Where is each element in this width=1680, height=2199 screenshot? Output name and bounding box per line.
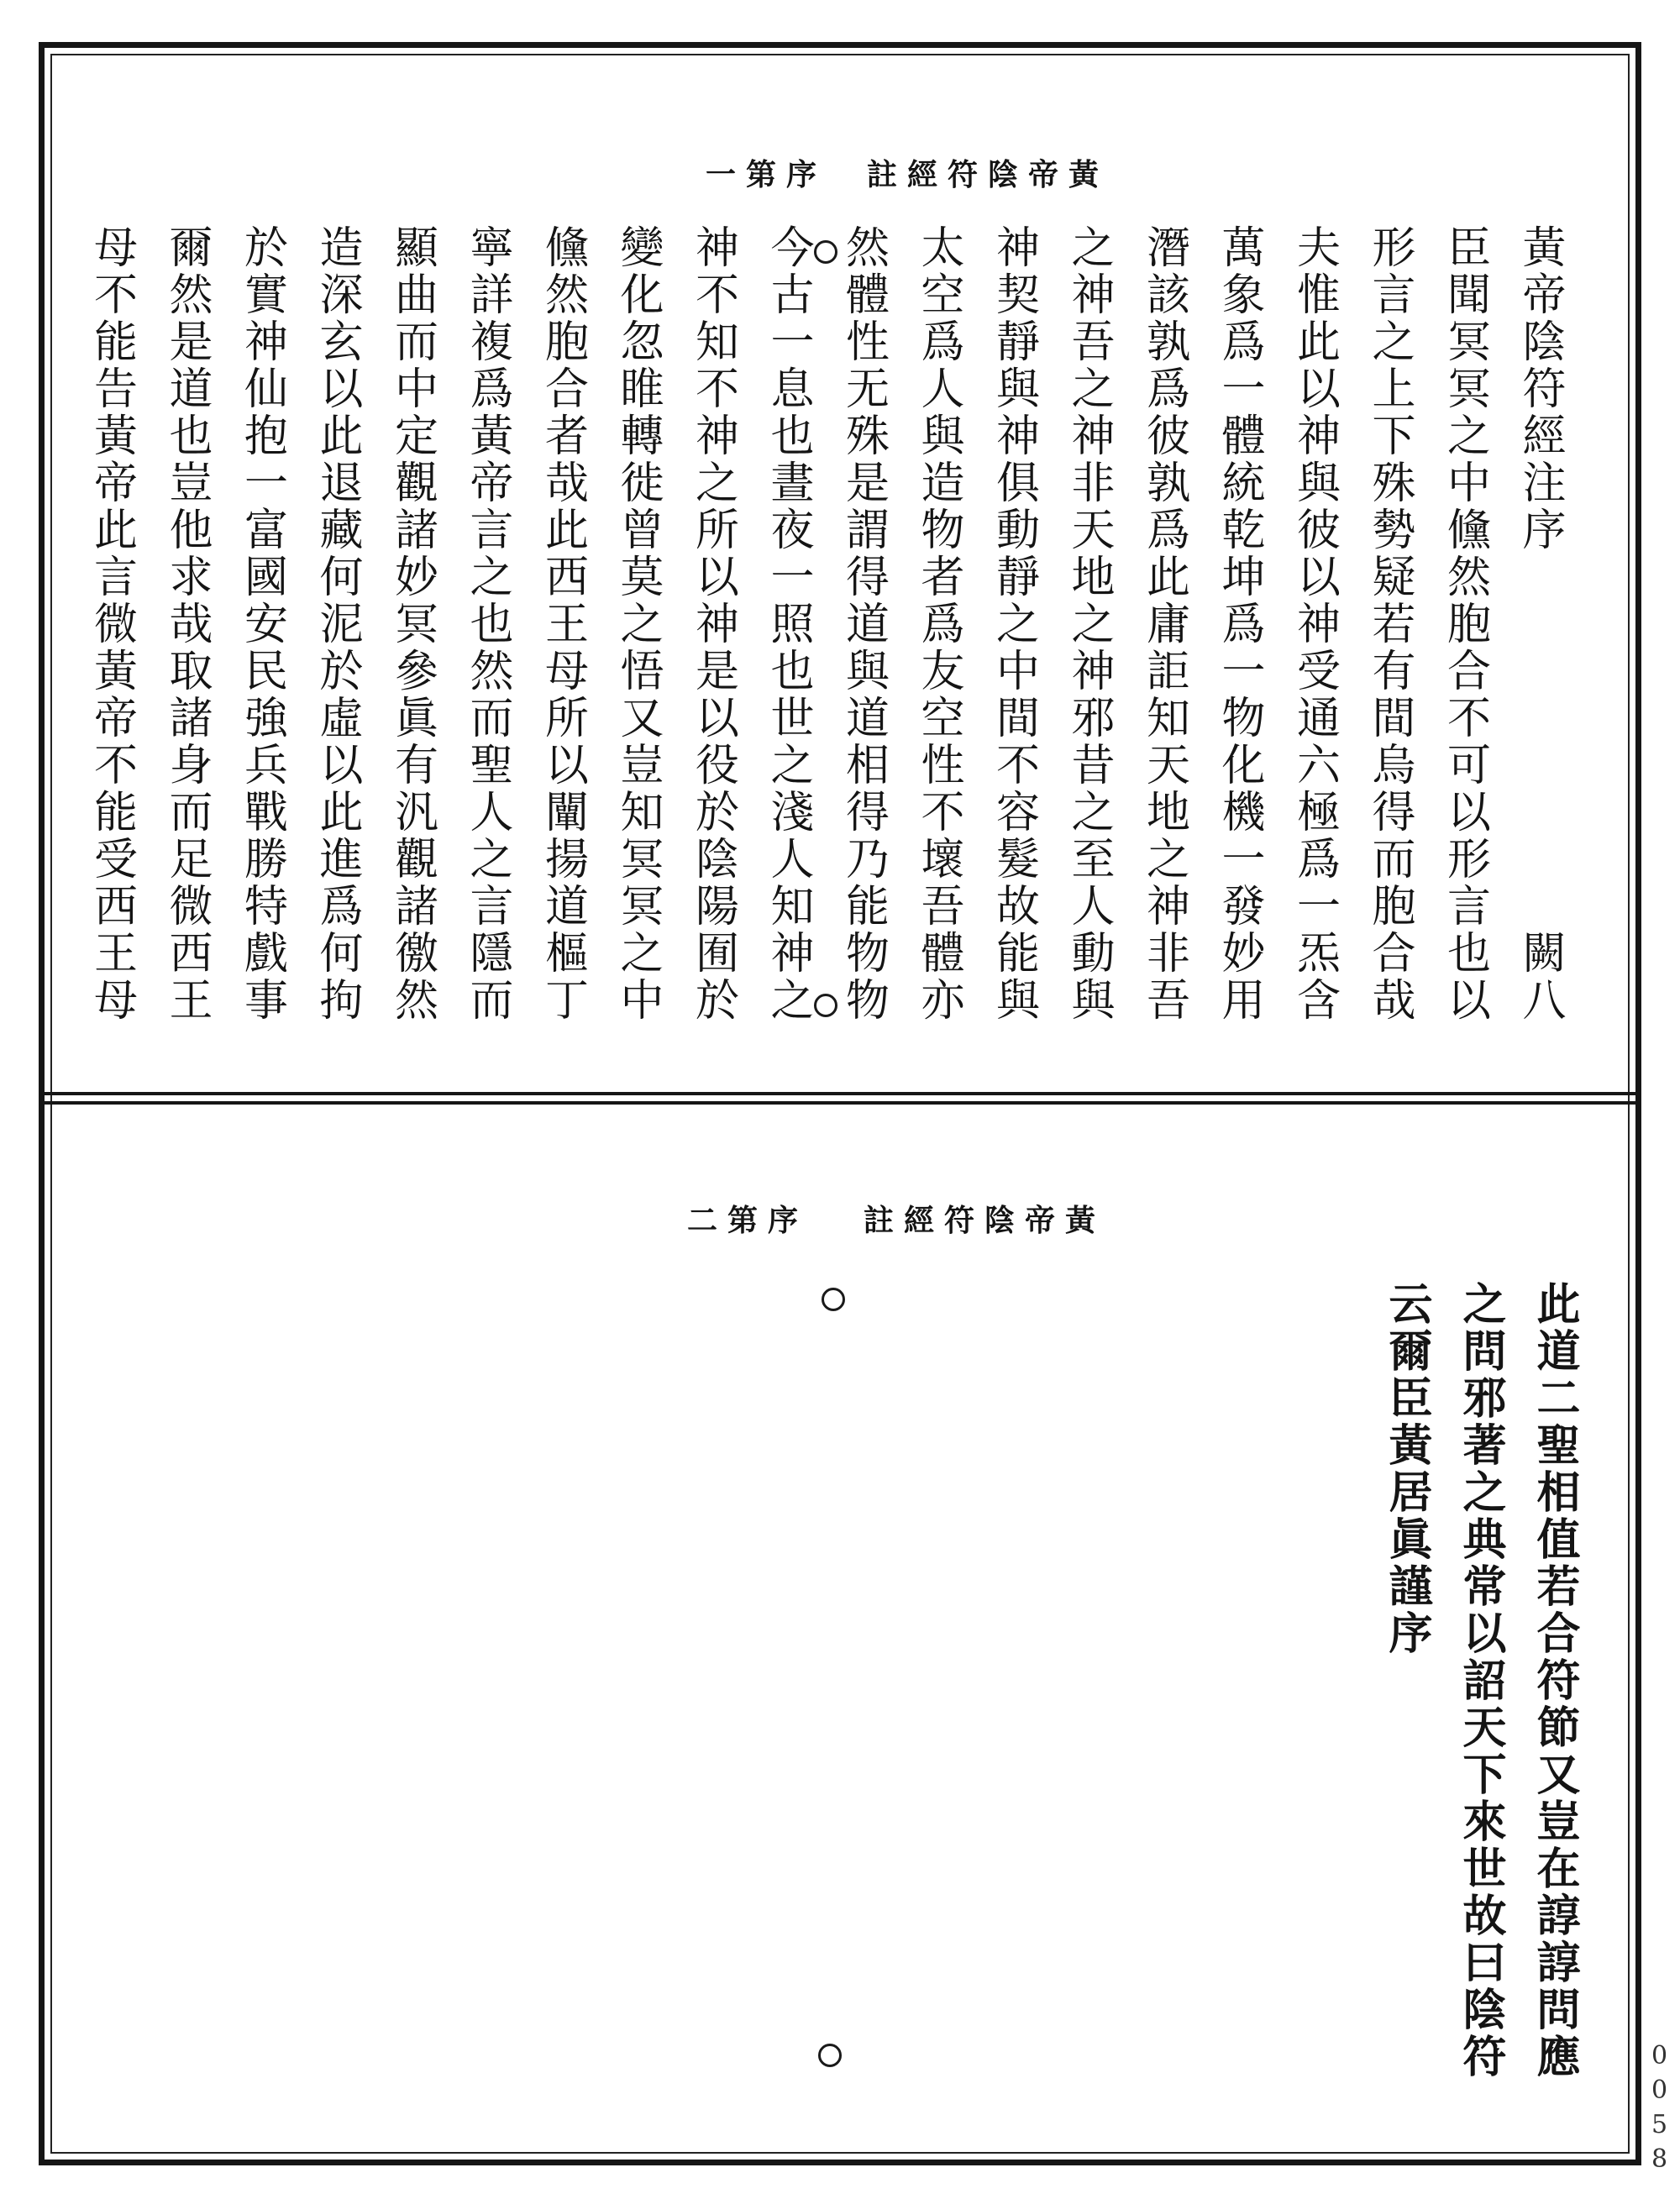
text-column: 形言之上下殊勢疑若有間烏得而胞合哉 bbox=[1364, 224, 1415, 1024]
text-column: 然體性无殊是謂得道與道相得乃能物物 bbox=[837, 224, 889, 1024]
text-column: 云爾臣黃居眞謹序 bbox=[1381, 1281, 1432, 1657]
text-column: 於實神仙抱一富國安民強兵戰勝特戲事 bbox=[236, 224, 287, 1024]
text-column: 今古一息也晝夜一照也世之淺人知神之 bbox=[763, 224, 813, 1024]
text-column: 儵然胞合者哉此西王母所以闡揚道樞丁 bbox=[537, 224, 588, 1024]
upper-running-head bbox=[672, 156, 1142, 193]
text-column: 爾然是道也豈他求哉取諸身而足微西王 bbox=[161, 224, 212, 1024]
text-column: 夫惟此以神與彼以神受通六極爲一炁含 bbox=[1289, 224, 1340, 1024]
running-head-title: 黃帝陰符經註 bbox=[864, 1203, 1106, 1238]
paragraph-circle-mark bbox=[822, 1288, 845, 1311]
text-column: 潛該孰爲彼孰爲此庸詎知天地之神非吾 bbox=[1138, 224, 1189, 1024]
text-column: 萬象爲一體統乾坤爲一物化機一發妙用 bbox=[1214, 224, 1264, 1024]
lower-running-head bbox=[661, 1202, 1131, 1239]
text-column: 之問邪著之典常以詔天下來世故曰陰符 bbox=[1455, 1281, 1506, 2081]
preface-title: 黃帝陰符經注序 bbox=[1515, 224, 1565, 554]
text-column: 神不知不神之所以神是以役於陰陽囿於 bbox=[687, 224, 738, 1024]
text-column: 變化忽睢轉徙曾莫之悟又豈知冥冥之中 bbox=[612, 224, 663, 1024]
page-divider-line bbox=[45, 1101, 1635, 1105]
page-divider-line bbox=[45, 1092, 1635, 1095]
page-number: 0058 bbox=[1645, 2041, 1674, 2179]
text-column: 母不能告黃帝此言微黃帝不能受西王母 bbox=[86, 224, 137, 1024]
text-column: 之神吾之神非天地之神邪昔之至人動與 bbox=[1063, 224, 1114, 1024]
text-column: 神契靜與神俱動靜之中間不容髮故能與 bbox=[988, 224, 1039, 1024]
paragraph-circle-mark bbox=[818, 2044, 842, 2067]
running-head-section: 序第二 bbox=[686, 1203, 808, 1238]
running-head-section: 序第一 bbox=[705, 157, 827, 192]
text-column: 寧詳複爲黃帝言之也然而聖人之言隱而 bbox=[462, 224, 512, 1024]
text-column: 顯曲而中定觀諸妙冥參眞有汎觀諸徼然 bbox=[386, 224, 438, 1024]
text-column: 臣聞冥冥之中儵然胞合不可以形言也以 bbox=[1439, 224, 1490, 1024]
text-column: 造深玄以此退藏何泥於虛以此進爲何拘 bbox=[312, 224, 362, 1024]
margin-note: 闕八 bbox=[1515, 930, 1565, 1024]
paragraph-circle-mark bbox=[814, 994, 837, 1017]
text-column: 太空爲人與造物者爲友空性不壞吾體亦 bbox=[913, 224, 963, 1024]
paragraph-circle-mark bbox=[814, 240, 837, 264]
text-column: 此道二聖相值若合符節又豈在諄諄問應 bbox=[1529, 1281, 1580, 2081]
running-head-title: 黃帝陰符經註 bbox=[867, 157, 1110, 192]
